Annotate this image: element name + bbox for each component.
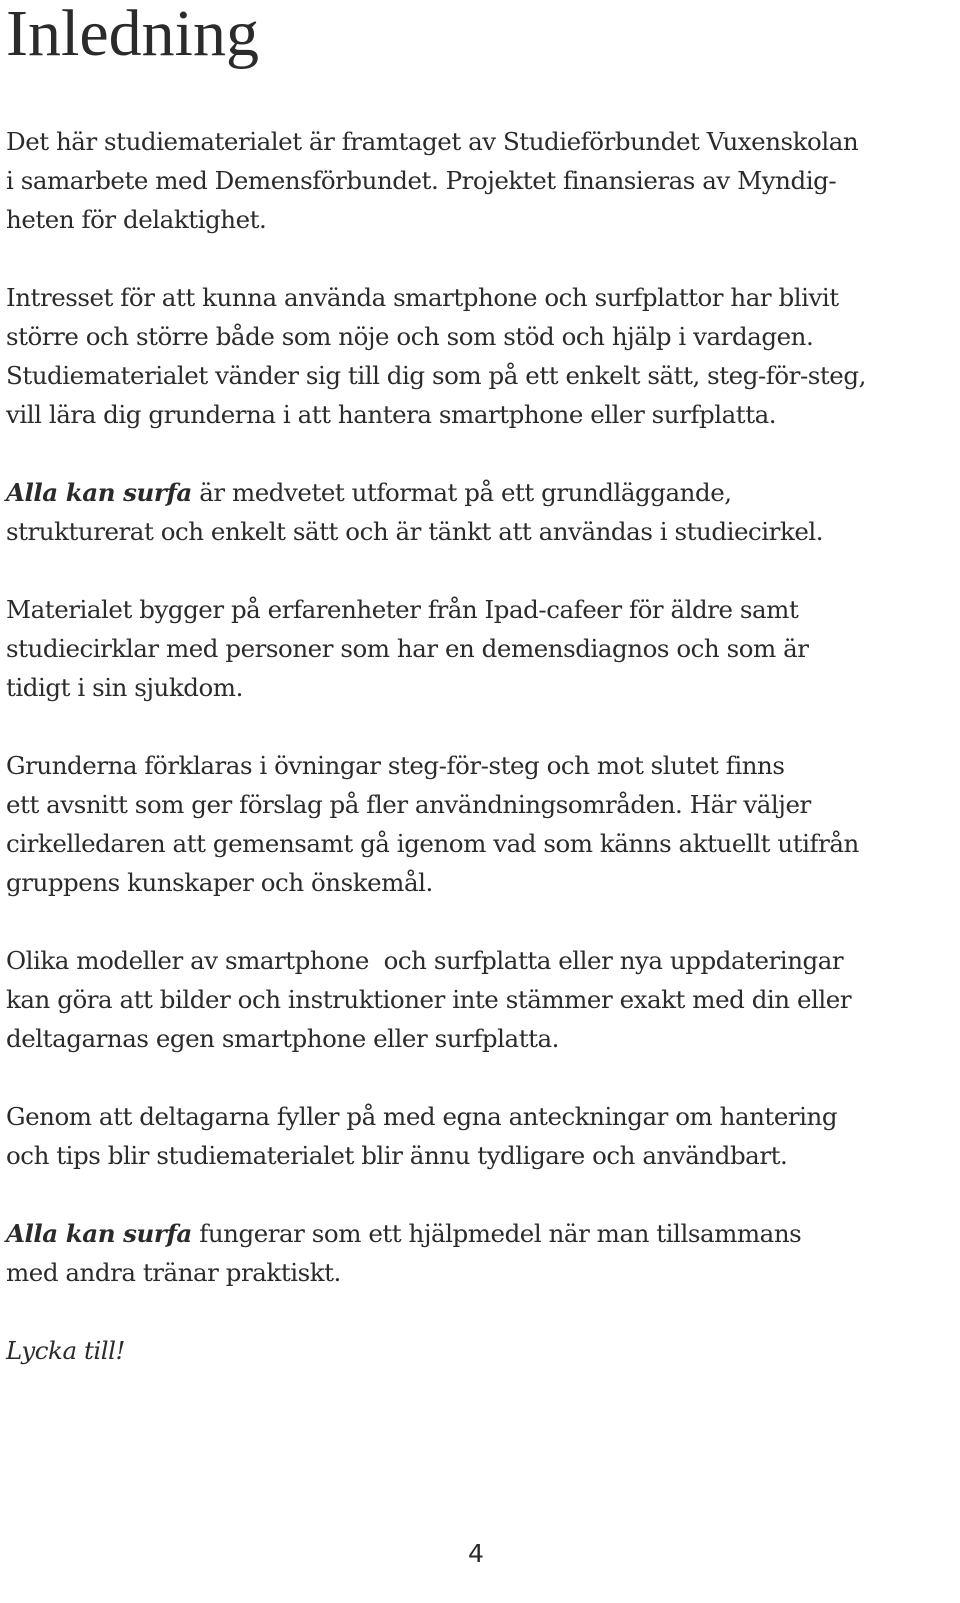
- text-line: deltagarnas egen smartphone eller surfplatta.: [6, 1024, 559, 1053]
- text-line: Det här studiematerialet är framtaget av Studieförbundet Vuxenskolan: [6, 127, 859, 156]
- text-line: Materialet bygger på erfarenheter från Ipad-cafeer för äldre samt: [6, 595, 799, 624]
- text-line: Genom att deltagarna fyller på med egna anteckningar om hantering: [6, 1102, 838, 1131]
- text-line: strukturerat och enkelt sätt och är tänkt att användas i studiecirkel.: [6, 517, 824, 546]
- paragraph-interest: [6, 278, 954, 434]
- book-title-emphasis: Alla kan surfa: [6, 1219, 192, 1248]
- paragraph-aid: [6, 1214, 954, 1292]
- closing-greeting: Lycka till!: [6, 1336, 125, 1365]
- text-line: tidigt i sin sjukdom.: [6, 673, 243, 702]
- text-line: Olika modeller av smartphone och surfplatta eller nya uppdateringar: [6, 946, 844, 975]
- paragraph-purpose: [6, 473, 954, 551]
- text-fragment: fungerar som ett hjälpmedel när man tillsammans: [191, 1219, 802, 1248]
- text-line: vill lära dig grunderna i att hantera smartphone eller surfplatta.: [6, 400, 777, 429]
- paragraph-background: [6, 590, 954, 707]
- text-line: med andra tränar praktiskt.: [6, 1258, 341, 1287]
- paragraph-models: [6, 941, 954, 1058]
- text-line: och tips blir studiematerialet blir ännu tydligare och användbart.: [6, 1141, 788, 1170]
- text-line: gruppens kunskaper och önskemål.: [6, 868, 433, 897]
- text-line: Studiematerialet vänder sig till dig som på ett enkelt sätt, steg-för-steg,: [6, 361, 866, 390]
- text-line: ett avsnitt som ger förslag på fler användningsområden. Här väljer: [6, 790, 811, 819]
- paragraph-intro: [6, 122, 954, 239]
- body-text: [6, 122, 954, 1409]
- text-fragment: är medvetet utformat på ett grundläggande,: [191, 478, 732, 507]
- text-line: större och större både som nöje och som stöd och hjälp i vardagen.: [6, 322, 814, 351]
- paragraph-notes: [6, 1097, 954, 1175]
- paragraph-structure: [6, 746, 954, 902]
- page-title: Inledning: [6, 0, 259, 70]
- text-line: Grunderna förklaras i övningar steg-för-steg och mot slutet finns: [6, 751, 785, 780]
- book-title-emphasis: Alla kan surfa: [6, 478, 192, 507]
- text-line: Intresset för att kunna använda smartphone och surfplattor har blivit: [6, 283, 839, 312]
- text-line: i samarbete med Demensförbundet. Projektet finansieras av Myndig-: [6, 166, 837, 195]
- text-line: kan göra att bilder och instruktioner inte stämmer exakt med din eller: [6, 985, 852, 1014]
- text-line: heten för delaktighet.: [6, 205, 267, 234]
- text-line: [6, 473, 954, 512]
- text-line: studiecirklar med personer som har en demensdiagnos och som är: [6, 634, 809, 663]
- text-line: [6, 1214, 954, 1253]
- page-number: 4: [468, 1539, 484, 1568]
- text-line: cirkelledaren att gemensamt gå igenom vad som känns aktuellt utifrån: [6, 829, 859, 858]
